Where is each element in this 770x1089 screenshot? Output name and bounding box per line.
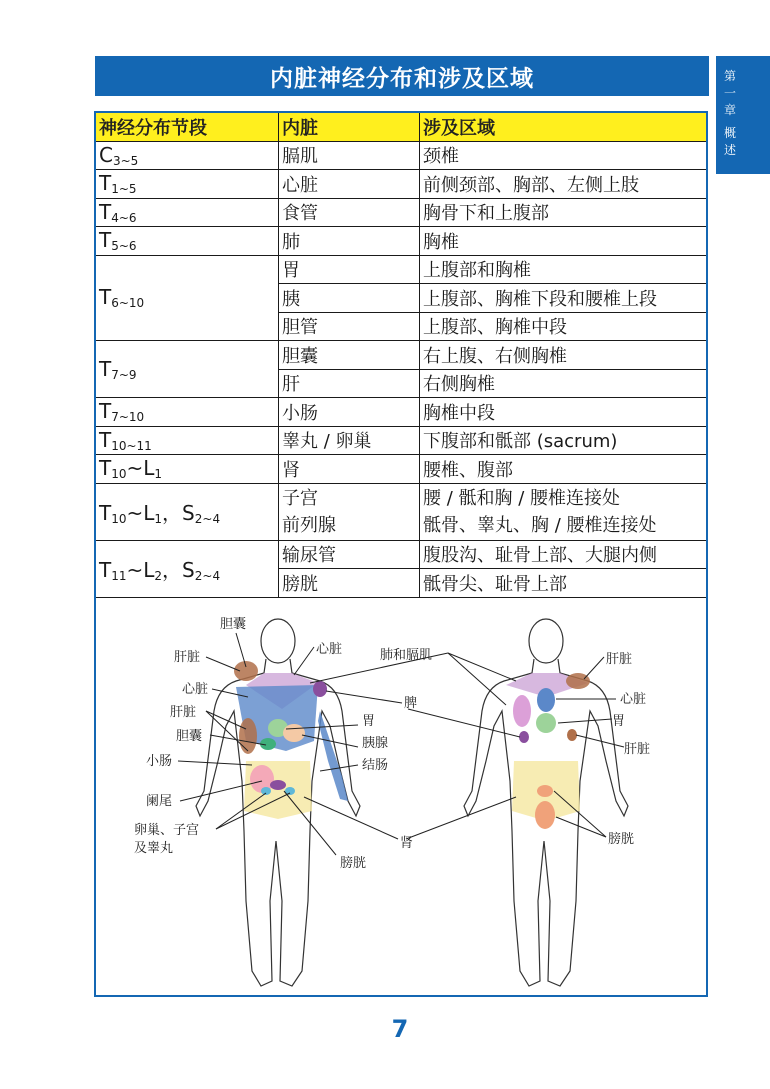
bladder-zone-back-lower: [535, 801, 555, 829]
label-lung-diaphragm: 肺和膈肌: [380, 648, 433, 663]
segment-cell: $T_{7\sim 9}$: [96, 341, 279, 398]
label-liver-back: 肝脏: [624, 742, 651, 757]
label-appendix: 阑尾: [146, 794, 173, 809]
liver-shoulder-zone: [234, 661, 258, 681]
spleen-zone-back: [519, 731, 529, 743]
label-gallbladder-left: 胆囊: [176, 729, 203, 744]
pancreas-zone: [283, 724, 305, 742]
area-cell: 胸椎: [420, 227, 707, 256]
organ-cell: 膈肌: [279, 141, 420, 170]
area-cell: 腹股沟、耻骨上部、大腿内侧: [420, 540, 707, 569]
area-cell: 骶骨尖、耻骨上部: [420, 569, 707, 598]
label-small-intestine: 小肠: [146, 754, 173, 769]
heart-zone-back: [537, 688, 555, 712]
front-pain-zones: [234, 661, 348, 819]
table-row: [96, 540, 706, 569]
label-heart-back: 心脏: [620, 692, 647, 707]
area-cell: 上腹部、胸椎中段: [420, 312, 707, 341]
label-liver-left: 肝脏: [170, 705, 197, 720]
segment-cell: $T_{10\sim 11}$: [96, 426, 279, 455]
ovary-zone-left: [261, 787, 271, 795]
table-row: [96, 398, 706, 427]
liver-zone-back: [567, 729, 577, 741]
table-row: [96, 483, 706, 540]
organ-cell: 肝: [279, 369, 420, 398]
liver-zone-front: [239, 718, 257, 754]
chapter-label: 第 一 章 概 述: [723, 69, 736, 157]
organ-cell: 睾丸 / 卵巢: [279, 426, 420, 455]
label-spleen: 脾: [404, 696, 418, 711]
area-cell: 上腹部、胸椎下段和腰椎上段: [420, 284, 707, 313]
area-cell: 下腹部和骶部 (sacrum): [420, 426, 707, 455]
header-organ: 内脏: [279, 113, 420, 141]
label-liver-top: 肝脏: [174, 650, 201, 665]
label-colon: 结肠: [362, 758, 389, 773]
organ-cell: 肺: [279, 227, 420, 256]
label-kidney: 肾: [400, 836, 414, 851]
area-cell: 腰 / 骶和胸 / 腰椎连接处 骶骨、睾丸、胸 / 腰椎连接处: [420, 483, 707, 540]
table-row: [96, 455, 706, 484]
area-cell: 上腹部和胸椎: [420, 255, 707, 284]
back-labels: [606, 651, 650, 847]
label-bladder: 膀胱: [340, 856, 367, 871]
table-row: [96, 141, 706, 170]
organ-cell: 胰: [279, 284, 420, 313]
segment-cell: $T_{10}\sim L_1$，$S_{2\sim 4}$: [96, 483, 279, 540]
table-row: [96, 198, 706, 227]
segment-cell: $T_{11}\sim L_2$，$S_{2\sim 4}$: [96, 540, 279, 597]
chapter-tab[interactable]: [716, 56, 770, 174]
organ-cell: 食管: [279, 198, 420, 227]
spleen-zone: [313, 681, 327, 697]
label-pancreas: 胰腺: [362, 736, 389, 751]
segment-cell: $T_{7\sim 10}$: [96, 398, 279, 427]
table-header-row: [96, 113, 706, 141]
organ-cell: 子宫 前列腺: [279, 483, 420, 540]
table-row: [96, 255, 706, 284]
front-callout-lines: [178, 633, 448, 855]
area-cell: 胸骨下和上腹部: [420, 198, 707, 227]
label-bladder-back: 膀胱: [608, 832, 635, 847]
area-cell: 颈椎: [420, 141, 707, 170]
bladder-zone: [270, 780, 286, 790]
segment-cell: $C_{3\sim 5}$: [96, 141, 279, 170]
area-cell: 前侧颈部、胸部、左侧上肢: [420, 170, 707, 199]
label-stomach: 胃: [362, 714, 376, 729]
area-cell: 右上腹、右侧胸椎: [420, 341, 707, 370]
area-cell: 右侧胸椎: [420, 369, 707, 398]
page-number: 7: [391, 1015, 409, 1043]
label-heart-left: 心脏: [182, 682, 209, 697]
organ-cell: 膀胱: [279, 569, 420, 598]
segment-cell: $T_{4\sim 6}$: [96, 198, 279, 227]
organ-cell: 胆囊: [279, 341, 420, 370]
table-row: [96, 426, 706, 455]
lung-zone-back: [513, 695, 531, 727]
header-segment: 神经分布节段: [96, 113, 279, 141]
area-cell: 胸椎中段: [420, 398, 707, 427]
header-area: 涉及区域: [420, 113, 707, 141]
organ-cell: 胆管: [279, 312, 420, 341]
back-pain-zones: [506, 673, 590, 829]
organ-cell: 肾: [279, 455, 420, 484]
table-row: [96, 170, 706, 199]
table-row: [96, 227, 706, 256]
table-row: [96, 341, 706, 370]
bladder-zone-back-upper: [537, 785, 553, 797]
page-title: 内脏神经分布和涉及区域: [95, 56, 709, 96]
label-heart-top: 心脏: [316, 642, 343, 657]
organ-cell: 小肠: [279, 398, 420, 427]
segment-cell: $T_{6\sim 10}$: [96, 255, 279, 341]
label-liver-top-back: 肝脏: [606, 652, 633, 667]
label-ovary-line1: 卵巢、子宫: [134, 823, 200, 838]
label-gallbladder-top: 胆囊: [220, 617, 247, 632]
organ-cell: 心脏: [279, 170, 420, 199]
label-ovary-line2: 及睾丸: [134, 841, 174, 856]
nerve-distribution-table: [96, 113, 706, 598]
segment-cell: $T_{10}\sim L_1$: [96, 455, 279, 484]
segment-cell: $T_{1\sim 5}$: [96, 170, 279, 199]
label-stomach-back: 胃: [612, 714, 626, 729]
organ-cell: 胃: [279, 255, 420, 284]
area-cell: 腰椎、腹部: [420, 455, 707, 484]
liver-shoulder-zone-back: [566, 673, 590, 689]
organ-cell: 输尿管: [279, 540, 420, 569]
body-referred-pain-diagram: [96, 601, 706, 995]
segment-cell: $T_{5\sim 6}$: [96, 227, 279, 256]
stomach-zone-back: [536, 713, 556, 733]
